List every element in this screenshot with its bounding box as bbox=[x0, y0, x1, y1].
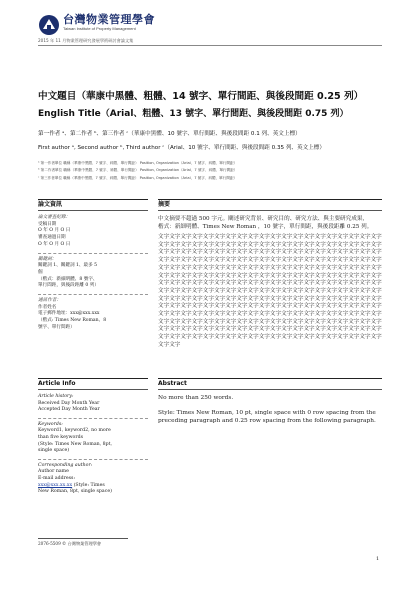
en-abstract-p2: Style: Times New Roman, 10 pt, single space with 0 row spacing from the preceding paragraph and 0.25 row spacing from the following paragraph. bbox=[158, 410, 376, 424]
society-emblem-icon bbox=[38, 14, 60, 36]
en-abstract-p1: No more than 250 words. bbox=[158, 395, 234, 401]
en-history-label: Article history: bbox=[38, 394, 74, 399]
cn-abstract-line-1: 中文摘要不超過 500 字元。闡述研究背景、研究目的、研究方法、與主要研究成果， bbox=[158, 216, 369, 222]
en-info-heading: Article Info bbox=[38, 380, 76, 387]
cn-abstract bbox=[158, 199, 382, 350]
affiliation-b: ᵇ 第二作者單位 職稱（華康中黑體、7 號字、斜體、單行間距） Position, Organization（Arial、7 號字、斜體、單行間距） bbox=[38, 168, 238, 173]
logo-english-name: Taiwan Institute of Property Management bbox=[63, 26, 136, 31]
affiliations bbox=[38, 160, 237, 182]
en-contact-email-link[interactable]: xxx@xxx.xx.xx bbox=[38, 482, 73, 488]
en-keywords-label: Keywords: bbox=[38, 421, 63, 427]
en-abstract-heading: Abstract bbox=[158, 380, 187, 387]
affiliation-a: ᵃ 第一作者單位 職稱（華康中黑體、7 號字、斜體、單行間距） Position, Organization（Arial、7 號字、斜體、單行間距） bbox=[38, 161, 238, 165]
cn-abstract-body: 文字文字文字文字文字文字文字文字文字文字文字文字文字文字文字文字文字文字文字文字文字文字文字文字文字文字文字文字文字文字文字文字文字文字文字文字文字文字文字文字文字文字文字文字文字文字文字文字文字文字文字文字文字文字文字文字文字文字文字文字文字文字文字文字文字文字文字文字文字文字文字文字文字文字文字文字文字文字文字文字文字文字文字文字文字文字文字文字文字文字文字文字文字文字文字文字文字文字文字文字文字文字文字文字文字文字文字文字文字文字文字文字文字文字文字文字文字文字文字文字文字文字文字文字文字文字文字文字文字文字文字文字文字文字文字文字文字文字文字文字文字文字文字文字文字文字文字文字文字文字文字文字文字文字文字文字文字文字文字文字文字文字文字文字文字文字文字文字文字文字文字文字文字文字文字文字文字文字文字文字文字文字文字文字文字文字文字文字文字文字文字文字文字文字文字文字文字文字文字文字文字文字文字文字文字文字文字文字文字文字文字文字文字文字文字文字文字文字文字文字文字文字文字文字文字文字文字文字文字文字文字文字文字文字文字文字文字文字文字文字文字文字文字文字文字文字文字文字文字文字文字文字文字文字文字文字文字文字文字文字文字文字文字文字文字文字文字文字文字文字文字文字文字文字文字文字文字文字文字文字文字文字 bbox=[158, 234, 382, 348]
cn-abstract-heading: 摘要 bbox=[158, 201, 171, 208]
footer-issn: 2076-5509 © 台灣物業管理學會 bbox=[38, 541, 102, 546]
cn-info-heading: 論文資訊 bbox=[38, 201, 63, 208]
society-logo bbox=[38, 14, 155, 36]
cn-article-info: 論文資訊 論文審查紀錄： 受稿日期 O 年 O 月 O 日 審查通過日期 O 年 O 月 O 日 關鍵詞： 關鍵詞 1、關鍵詞 1、最多 5 個 （楷式：新細明體、8 號字、 單行間距，與後段距離 0 列） 通訊作者： 作者姓名 電子郵件地址：xxx@xxx.xxx （楷式: Times New Roman、8 號字、單行間距） bbox=[38, 199, 148, 332]
en-contact-name: Author name bbox=[38, 469, 69, 475]
english-authors: First author ᵃ, Second author ᵇ, Third author ᶜ（Arial、10 號字、單行間距、與後段間距 0.35 列、英文上標） bbox=[38, 145, 325, 151]
cn-contact-label: 通訊作者： bbox=[38, 298, 61, 304]
footer-divider bbox=[38, 538, 128, 539]
header-divider bbox=[38, 45, 382, 46]
affiliation-c: ᶜ 第三作者單位 職稱（華康中黑體、7 號字、斜體、單行間距） Position, Organization（Arial、7 號字、斜體、單行間距） bbox=[38, 175, 238, 180]
page-number: 1 bbox=[376, 556, 380, 562]
en-abstract bbox=[158, 378, 382, 432]
cn-abstract-line-2: 楷式：新細明體、Times New Roman ，10 號字，單行間距，與後段距離 0.25 列。 bbox=[158, 224, 373, 230]
cn-history-label: 論文審查紀錄： bbox=[38, 215, 71, 220]
cn-keywords-label: 關鍵詞： bbox=[38, 256, 57, 262]
english-title: English Title（Arial、粗體、13 號字、單行間距、與後段間距 0.75 列） bbox=[38, 109, 349, 119]
chinese-authors: 第一作者 ᵃ、第二作者 ᵇ、第三作者 ᶜ（華康中黑體、10 號字、單行間距、與後段間距 0.1 列、英文上標） bbox=[38, 131, 301, 137]
chinese-title: 中文題目（華康中黑體、粗體、14 號字、單行間距、與後段間距 0.25 列） bbox=[38, 91, 364, 102]
logo-chinese-name: 台灣物業管理學會 bbox=[63, 13, 155, 26]
en-article-info: Article Info Article history: Received Day Month Year Accepted Day Month Year Keywords: Keyword1, keyword2, no more than five keywords (Style: Times New Roman, 8pt, single space) Corresponding author: Author name E-mail address: xxx@xxx.xx.xx (Style: Times New Roman, 8pt, single space) bbox=[38, 378, 148, 496]
header-caption: 2015 年 11 月物業管理研究發展學術研討會論文集 bbox=[38, 38, 134, 43]
en-contact-label: Corresponding author: bbox=[38, 462, 93, 468]
